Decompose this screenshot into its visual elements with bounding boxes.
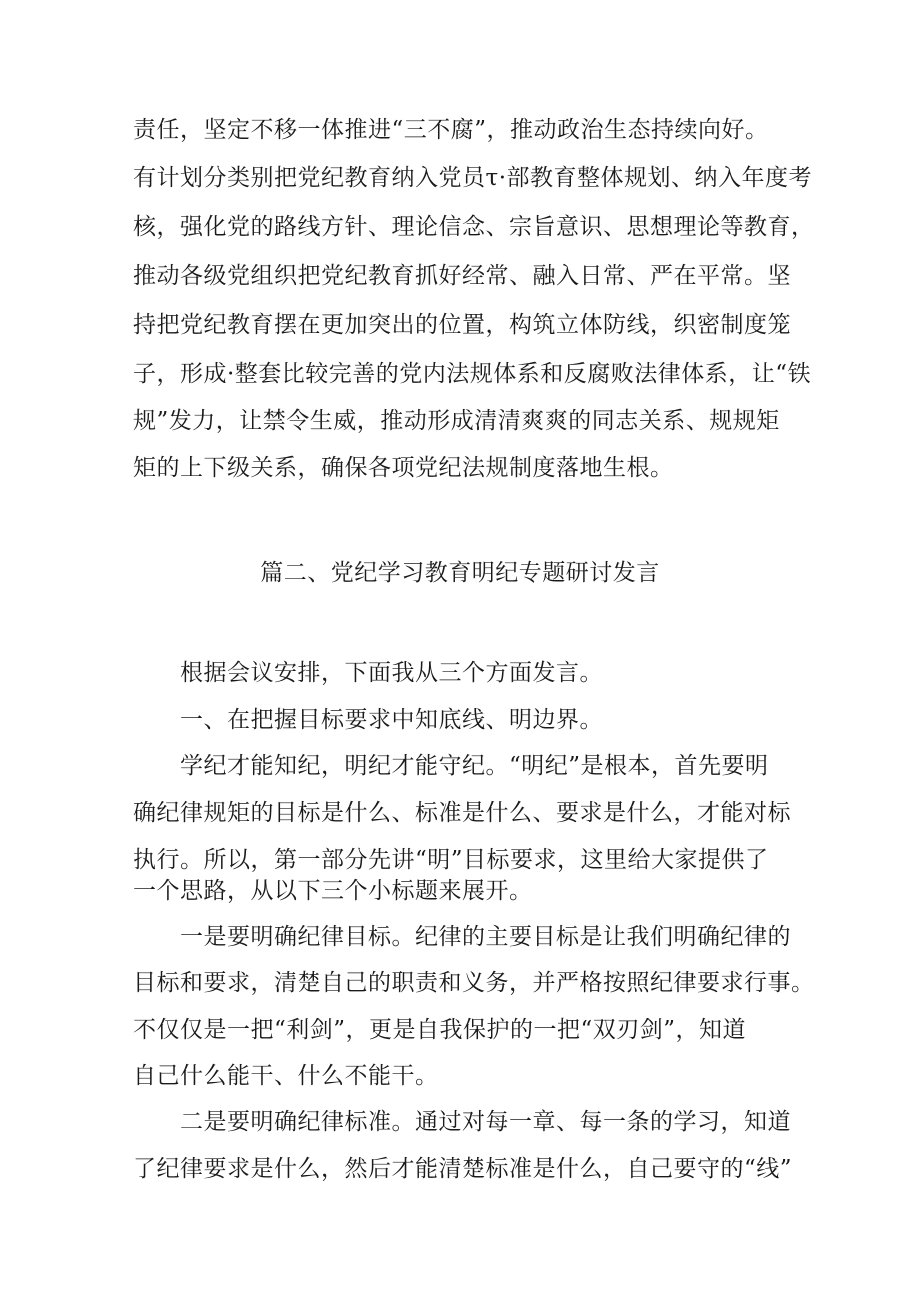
paragraph-line: 不仅仅是一把“利剑”，更是自我保护的一把“双刃剑”，知道 [133, 1017, 747, 1043]
paragraph-line: 一个思路，从以下三个小标题来展开。 [133, 878, 533, 904]
paragraph-line: 子，形成·整套比较完善的党内法规体系和反腐败法律体系，让“铁 [133, 361, 812, 387]
section-title: 篇二、党纪学习教育明纪专题研讨发言 [260, 560, 660, 586]
paragraph-line: 执行。所以，第一部分先讲“明”目标要求，这里给大家提供了 [133, 847, 769, 873]
paragraph-line: 规”发力，让禁令生威，推动形成清清爽爽的同志关系、规规矩 [133, 408, 780, 434]
paragraph-line: 确纪律规矩的目标是什么、标准是什么、要求是什么，才能对标 [133, 800, 791, 826]
paragraph-line: 一是要明确纪律目标。纪律的主要目标是让我们明确纪律的 [180, 924, 791, 950]
paragraph-line: 自己什么能干、什么不能干。 [133, 1063, 439, 1089]
paragraph-line: 持把党纪教育摆在更加突出的位置，构筑立体防线，织密制度笼 [133, 312, 791, 338]
paragraph-line: 了纪律要求是什么，然后才能清楚标准是什么，自己要守的“线” [133, 1156, 793, 1182]
paragraph-line: 二是要明确纪律标准。通过对每一章、每一条的学习，知道 [180, 1109, 791, 1135]
paragraph-line: 矩的上下级关系，确保各项党纪法规制度落地生根。 [133, 455, 674, 481]
paragraph-line: 责任，坚定不移一体推进“三不腐”，推动政治生态持续向好。 [133, 117, 769, 143]
paragraph-line: 根据会议安排，下面我从三个方面发言。 [180, 660, 603, 686]
paragraph-line: 推动各级党组织把党纪教育抓好经常、融入日常、严在平常。坚 [133, 263, 791, 289]
paragraph-line: 核，强化党的路线方针、理论信念、宗旨意识、思想理论等教育， [133, 214, 815, 240]
paragraph-line: 一、在把握目标要求中知底线、明边界。 [180, 707, 603, 733]
paragraph-line: 学纪才能知纪，明纪才能守纪。“明纪”是根本，首先要明 [180, 753, 769, 779]
paragraph-line: 有计划分类别把党纪教育纳入党员τ·部教育整体规划、纳入年度考 [133, 165, 813, 191]
paragraph-line: 目标和要求，清楚自己的职责和义务，并严格按照纪律要求行事。 [133, 970, 815, 996]
